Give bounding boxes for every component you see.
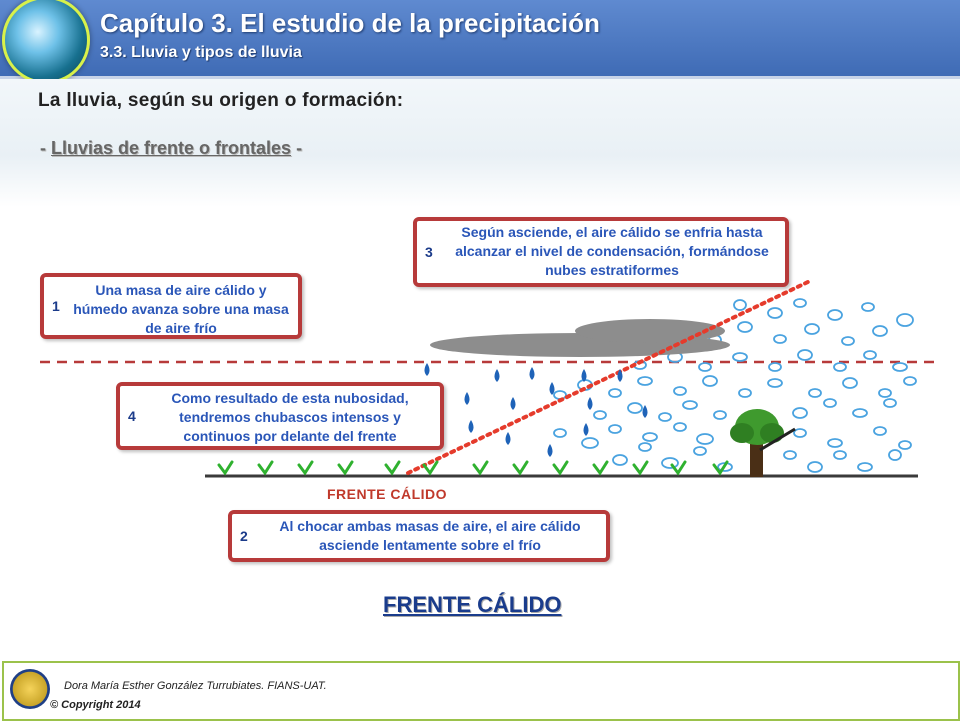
air-bubble: [628, 403, 642, 413]
air-bubble: [794, 299, 806, 307]
air-bubble: [798, 350, 812, 360]
step-number-1: 1: [52, 298, 60, 314]
air-bubble: [853, 409, 867, 417]
air-bubble: [554, 391, 566, 399]
step-number-3: 3: [425, 244, 433, 260]
air-bubble: [897, 314, 913, 326]
air-bubble: [824, 399, 836, 407]
grass-tuft: [634, 462, 647, 473]
grass-tuft: [386, 462, 399, 473]
air-bubble: [873, 326, 887, 336]
air-bubble: [843, 378, 857, 388]
air-bubble: [643, 433, 657, 441]
chapter-title: Capítulo 3. El estudio de la precipitación: [100, 8, 600, 38]
slide-header: [0, 0, 960, 79]
air-bubble: [683, 401, 697, 409]
air-bubble: [609, 389, 621, 397]
step-box-3: [413, 217, 789, 287]
air-bubble: [694, 447, 706, 455]
air-bubble: [899, 441, 911, 449]
footer-author: Dora María Esther González Turrubiates. FIANS-UAT.: [64, 680, 327, 692]
step-text-1: Una masa de aire cálido y húmedo avanza sobre una masa de aire frío: [73, 282, 289, 336]
air-bubble: [768, 379, 782, 387]
air-bubble: [794, 429, 806, 437]
step-text-3: Según asciende, el aire cálido se enfria hasta alcanzar el nivel de condensación, formándose nubes estratiformes: [455, 224, 769, 278]
step-text-4: Como resultado de esta nubosidad, tendremos chubascos intensos y continuos por delante del frente: [171, 390, 409, 444]
diagram-caption: FRENTE CÁLIDO: [383, 592, 562, 617]
air-bubble: [734, 300, 746, 310]
subheading-label: Lluvias de frente o frontales: [51, 138, 292, 158]
rain-drop: [548, 444, 553, 457]
grass-tuft: [339, 462, 352, 473]
rain-drop: [495, 369, 500, 382]
air-bubble: [613, 455, 627, 465]
grass-tuft: [219, 462, 232, 473]
grass-tuft: [554, 462, 567, 473]
content-subheading: - Lluvias de frente o frontales -: [40, 138, 303, 158]
grass-tuft: [299, 462, 312, 473]
stratiform-cloud: [430, 319, 730, 357]
air-bubble: [582, 438, 598, 448]
step-box-4: [116, 382, 444, 450]
rain-drop: [584, 423, 589, 436]
air-bubble: [674, 423, 686, 431]
air-bubble: [609, 425, 621, 433]
air-bubble: [864, 351, 876, 359]
grass-tuft: [514, 462, 527, 473]
footer: [2, 661, 960, 721]
air-bubble: [739, 389, 751, 397]
grass-tuft: [474, 462, 487, 473]
air-bubble: [834, 451, 846, 459]
rain-drop: [643, 405, 648, 418]
air-bubble: [862, 303, 874, 311]
air-bubble: [662, 458, 678, 468]
content-heading: La lluvia, según su origen o formación:: [38, 90, 404, 111]
air-bubble: [884, 399, 896, 407]
grass-tuft: [594, 462, 607, 473]
air-bubble: [879, 389, 891, 397]
air-bubble: [784, 451, 796, 459]
air-bubble: [828, 310, 842, 320]
air-bubble: [699, 363, 711, 371]
rain-drops: [425, 363, 648, 457]
air-bubble: [889, 450, 901, 460]
tree-icon: [730, 409, 795, 477]
rain-drop: [465, 392, 470, 405]
air-bubble: [703, 376, 717, 386]
step-number-2: 2: [240, 528, 248, 544]
air-bubble: [768, 308, 782, 318]
air-bubble: [594, 411, 606, 419]
step-box-2: [228, 510, 610, 562]
air-bubble: [674, 387, 686, 395]
air-bubble: [714, 411, 726, 419]
step-number-4: 4: [128, 408, 136, 424]
air-bubble: [809, 389, 821, 397]
air-bubble: [639, 443, 651, 451]
university-seal-icon: [10, 669, 50, 709]
air-bubble: [858, 463, 872, 471]
air-bubble: [904, 377, 916, 385]
air-bubble: [733, 353, 747, 361]
air-bubble: [697, 434, 713, 444]
rain-drop: [506, 432, 511, 445]
air-bubble: [874, 427, 886, 435]
air-bubble: [828, 439, 842, 447]
air-bubble: [808, 462, 822, 472]
air-bubble: [554, 429, 566, 437]
air-bubble: [774, 335, 786, 343]
air-bubble: [738, 322, 752, 332]
rain-drop: [530, 367, 535, 380]
air-bubble: [659, 413, 671, 421]
air-bubble: [834, 363, 846, 371]
rain-drop: [588, 397, 593, 410]
globe-logo-icon: [2, 0, 90, 84]
grass-marks: [219, 462, 727, 473]
air-bubble: [638, 377, 652, 385]
air-bubble: [893, 363, 907, 371]
section-subtitle: 3.3. Lluvia y tipos de lluvia: [100, 44, 302, 61]
air-bubble: [769, 363, 781, 371]
step-box-1: [40, 273, 302, 339]
air-bubble: [805, 324, 819, 334]
air-bubble: [842, 337, 854, 345]
warm-front-line: [408, 281, 810, 473]
footer-copyright: © Copyright 2014: [50, 699, 141, 711]
grass-tuft: [259, 462, 272, 473]
step-text-2: Al chocar ambas masas de aire, el aire cálido asciende lentamente sobre el frío: [279, 518, 581, 553]
rain-drop: [511, 397, 516, 410]
air-bubble: [793, 408, 807, 418]
rain-drop: [425, 363, 430, 376]
rain-drop: [469, 420, 474, 433]
front-label: FRENTE CÁLIDO: [327, 486, 448, 502]
